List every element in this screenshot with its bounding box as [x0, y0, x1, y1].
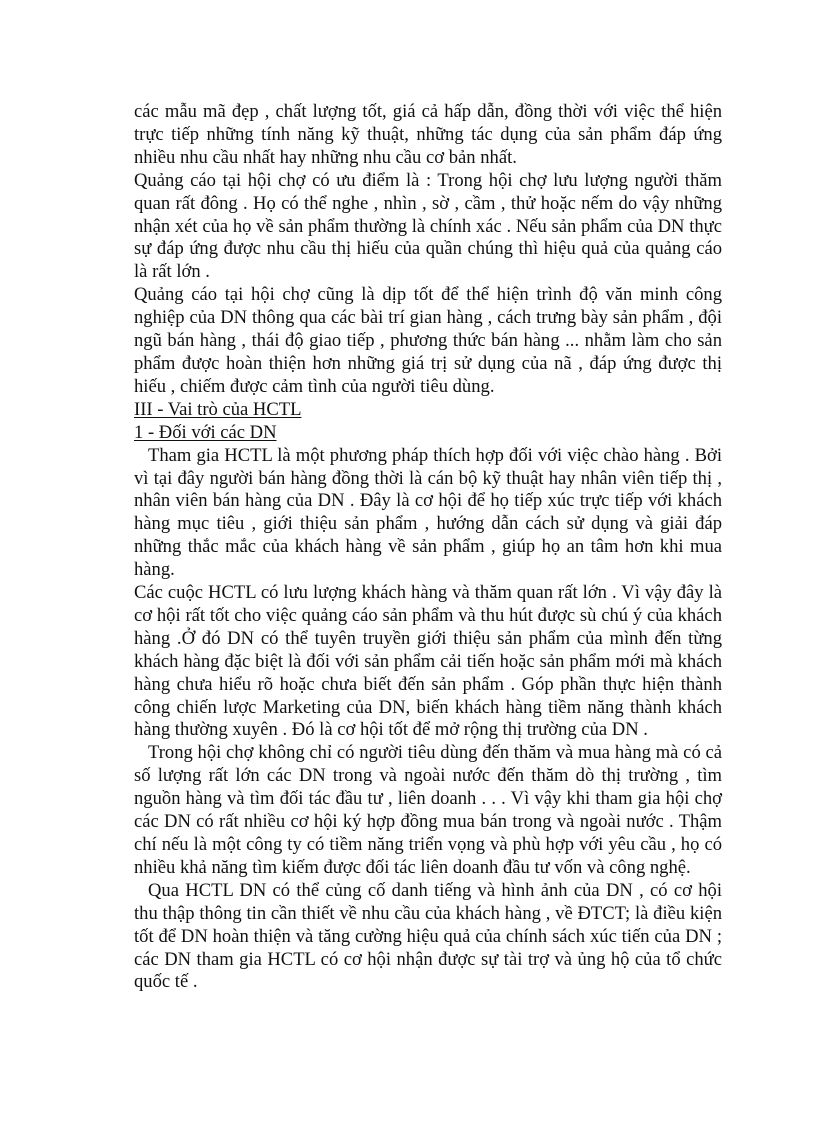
body-paragraph: Quảng cáo tại hội chợ có ưu điểm là : Trong hội chợ lưu lượng người thăm quan rất đông . Họ có thể nghe , nhìn , sờ , cầm , thử hoặc nếm do vậy những nhận xét của họ về sản phẩm thường là chính xác . Nếu sản phẩm của DN thực sự đáp ứng được nhu cầu thị hiếu của quần chúng thì hiệu quả của quảng cáo là rất lớn . — [134, 169, 722, 283]
document-page — [134, 101, 722, 994]
section-heading: III - Vai trò của HCTL — [134, 398, 302, 420]
body-paragraph: Tham gia HCTL là một phương pháp thích hợp đối với việc chào hàng . Bởi vì tại đây người bán hàng đồng thời là cán bộ kỹ thuật hay nhân viên tiếp thị , nhân viên bán hàng của DN . Đây là cơ hội để họ tiếp xúc trực tiếp với khách hàng mục tiêu , giới thiệu sản phẩm , hướng dẫn cách sử dụng và giải đáp những thắc mắc của khách hàng về sản phẩm , giúp họ an tâm hơn khi mua hàng. — [134, 444, 722, 581]
body-paragraph: Trong hội chợ không chỉ có người tiêu dùng đến thăm và mua hàng mà có cả số lượng rất lớn các DN trong và ngoài nước đến thăm dò thị trường , tìm nguồn hàng và tìm đối tác đầu tư , liên doanh . . . Vì vậy khi tham gia hội chợ các DN có rất nhiều cơ hội ký hợp đồng mua bán trong và ngoài nước . Thậm chí nếu là một công ty có tiềm năng triển vọng và phù hợp với yêu cầu , họ có nhiều khả năng tìm kiếm được đối tác liên doanh đầu tư vốn và công nghệ. — [134, 742, 722, 878]
section-heading-row — [134, 399, 722, 422]
body-paragraph: Quảng cáo tại hội chợ cũng là dịp tốt để thể hiện trình độ văn minh công nghiệp của DN thông qua các bài trí gian hàng , cách trưng bày sản phẩm , đội ngũ bán hàng , thái độ giao tiếp , phương thức bán hàng ... nhằm làm cho sản phẩm được hoàn thiện hơn những giá trị sử dụng của nã , đáp ứng được thị hiếu , chiếm được cảm tình của người tiêu dùng. — [134, 284, 722, 397]
body-paragraph: các mẫu mã đẹp , chất lượng tốt, giá cả hấp dẫn, đồng thời với việc thể hiện trực tiếp những tính năng kỹ thuật, những tác dụng của sản phẩm đáp ứng nhiều nhu cầu nhất hay những nhu cầu cơ bản nhất. — [134, 101, 722, 168]
subsection-heading: 1 - Đối với các DN — [134, 421, 277, 443]
body-paragraph: Qua HCTL DN có thể củng cố danh tiếng và hình ảnh của DN , có cơ hội thu thập thông tin cần thiết về nhu cầu của khách hàng , về ĐTCT; là điều kiện tốt để DN hoàn thiện và tăng cường hiệu quả của chính sách xúc tiến của DN ; các DN tham gia HCTL có cơ hội nhận được sự tài trợ và ủng hộ của tổ chức quốc tế . — [134, 879, 722, 993]
subsection-heading-row — [134, 422, 722, 445]
body-paragraph: Các cuộc HCTL có lưu lượng khách hàng và thăm quan rất lớn . Vì vậy đây là cơ hội rất tốt cho việc quảng cáo sản phẩm và thu hút được sù chú ý của khách hàng .Ở đó DN có thể tuyên truyền giới thiệu sản phẩm của mình đến từng khách hàng đặc biệt là đối với sản phẩm cải tiến hoặc sản phẩm mới mà khách hàng chưa hiểu rõ hoặc chưa biết đến sản phẩm . Góp phần thực hiện thành công chiến lược Marketing của DN, biến khách hàng tiềm năng thành khách hàng thường xuyên . Đó là cơ hội tốt để mở rộng thị trường của DN . — [134, 582, 722, 741]
